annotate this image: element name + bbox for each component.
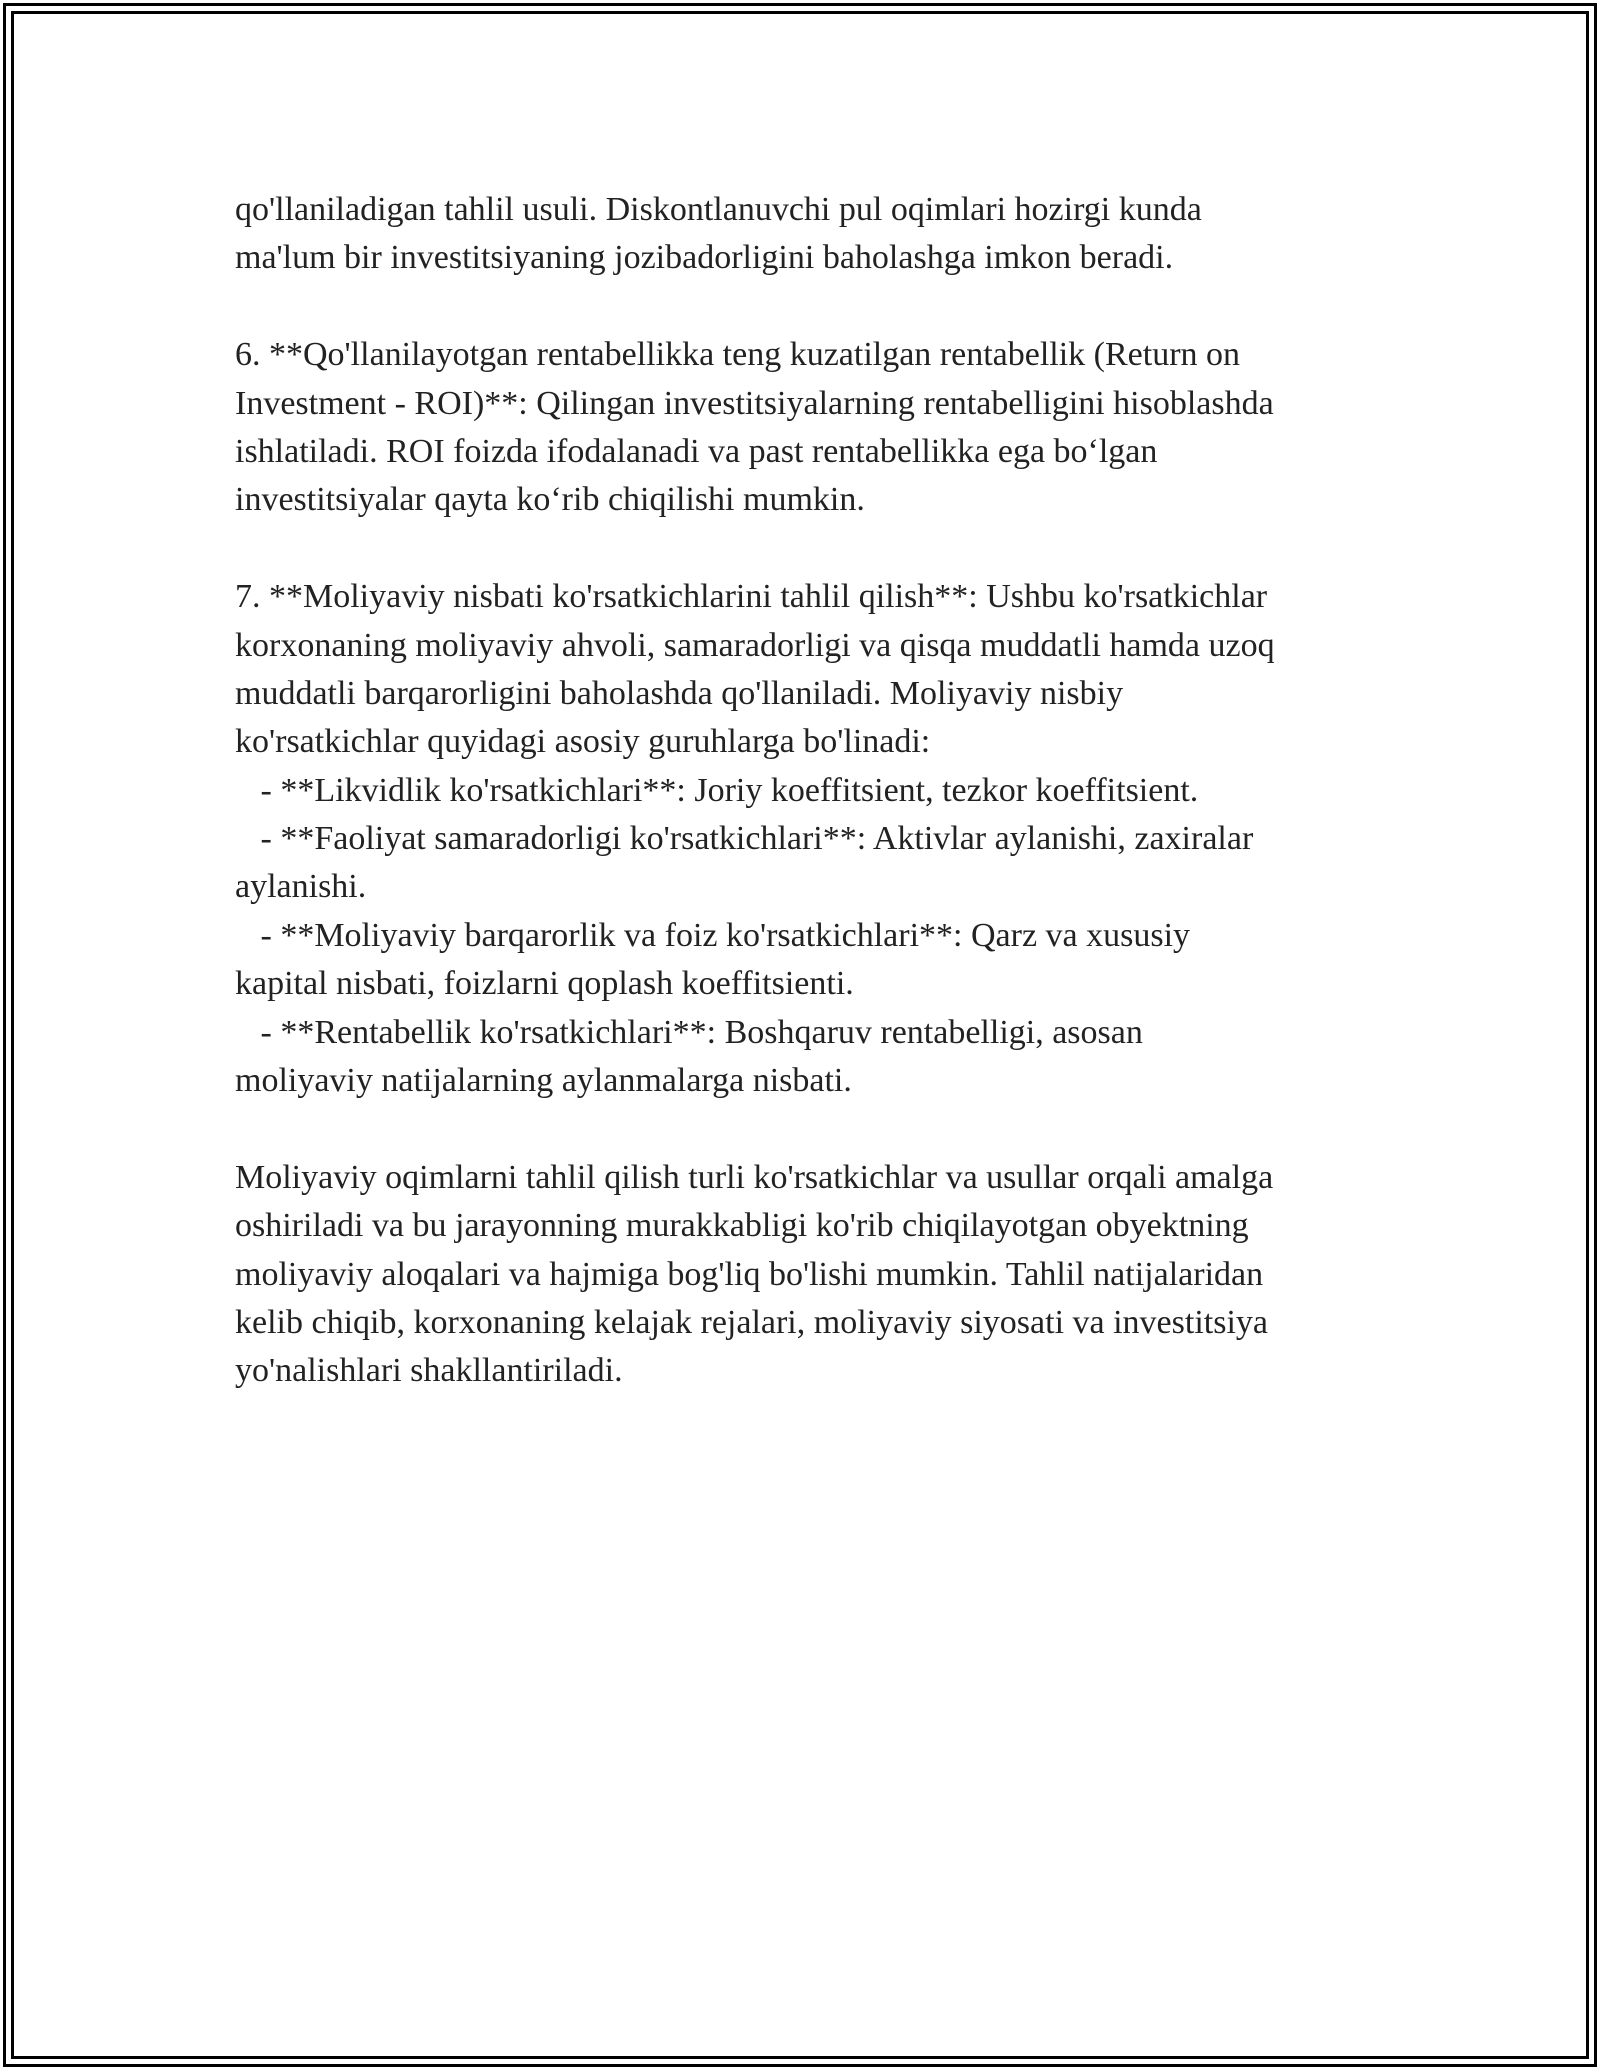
blank-line (235, 1105, 1375, 1153)
text-line: yo'nalishlari shakllantiriladi. (235, 1352, 623, 1390)
text-line: Investment - ROI)**: Qilingan investitsiyalarning rentabelligini hisoblashda (235, 384, 1274, 422)
text-line: muddatli barqarorligini baholashda qo'llaniladi. Moliyaviy nisbiy (235, 674, 1124, 712)
text-line: korxonaning moliyaviy ahvoli, samaradorligi va qisqa muddatli hamda uzoq (235, 626, 1275, 664)
text-line: 7. **Moliyaviy nisbati ko'rsatkichlarini tahlil qilish**: Ushbu ko'rsatkichlar (235, 578, 1268, 616)
text-line: kapital nisbati, foizlarni qoplash koeffitsienti. (235, 965, 854, 1003)
text-line: Moliyaviy oqimlarni tahlil qilish turli ko'rsatkichlar va usullar orqali amalga (235, 1158, 1274, 1196)
text-line: ma'lum bir investitsiyaning jozibadorligini baholashga imkon beradi. (235, 239, 1174, 277)
text-line: qo'llaniladigan tahlil usuli. Diskontlanuvchi pul oqimlari hozirgi kunda (235, 191, 1202, 228)
text-line: aylanishi. (235, 868, 367, 906)
text-line: kelib chiqib, korxonaning kelajak rejalari, moliyaviy siyosati va investitsiya (235, 1303, 1268, 1341)
list-item-line: - **Moliyaviy barqarorlik va foiz ko'rsatkichlari**: Qarz va xususiy (235, 916, 1191, 954)
blank-line (235, 525, 1375, 573)
text-line: ko'rsatkichlar quyidagi asosiy guruhlarga bo'linadi: (235, 723, 931, 761)
text-line: moliyaviy natijalarning aylanmalarga nisbati. (235, 1062, 852, 1100)
list-item-line: - **Likvidlik ko'rsatkichlari**: Joriy koeffitsient, tezkor koeffitsient. (235, 771, 1199, 809)
text-line: moliyaviy aloqalari va hajmiga bog'liq bo'lishi mumkin. Tahlil natijalaridan (235, 1255, 1264, 1293)
text-line: investitsiyalar qayta ko‘rib chiqilishi mumkin. (235, 481, 865, 519)
text-line: oshiriladi va bu jarayonning murakkabligi ko'rib chiqilayotgan obyektning (235, 1207, 1249, 1245)
text-line: ishlatiladi. ROI foizda ifodalanadi va past rentabellikka ega bo‘lgan (235, 432, 1158, 470)
text-line: 6. **Qo'llanilayotgan rentabellikka teng kuzatilgan rentabellik (Return on (235, 336, 1241, 374)
list-item-line: - **Faoliyat samaradorligi ko'rsatkichlari**: Aktivlar aylanishi, zaxiralar (235, 820, 1254, 858)
blank-line (235, 283, 1375, 331)
list-item-line: - **Rentabellik ko'rsatkichlari**: Boshqaruv rentabelligi, asosan (235, 1013, 1143, 1051)
document-body (235, 186, 1375, 1396)
